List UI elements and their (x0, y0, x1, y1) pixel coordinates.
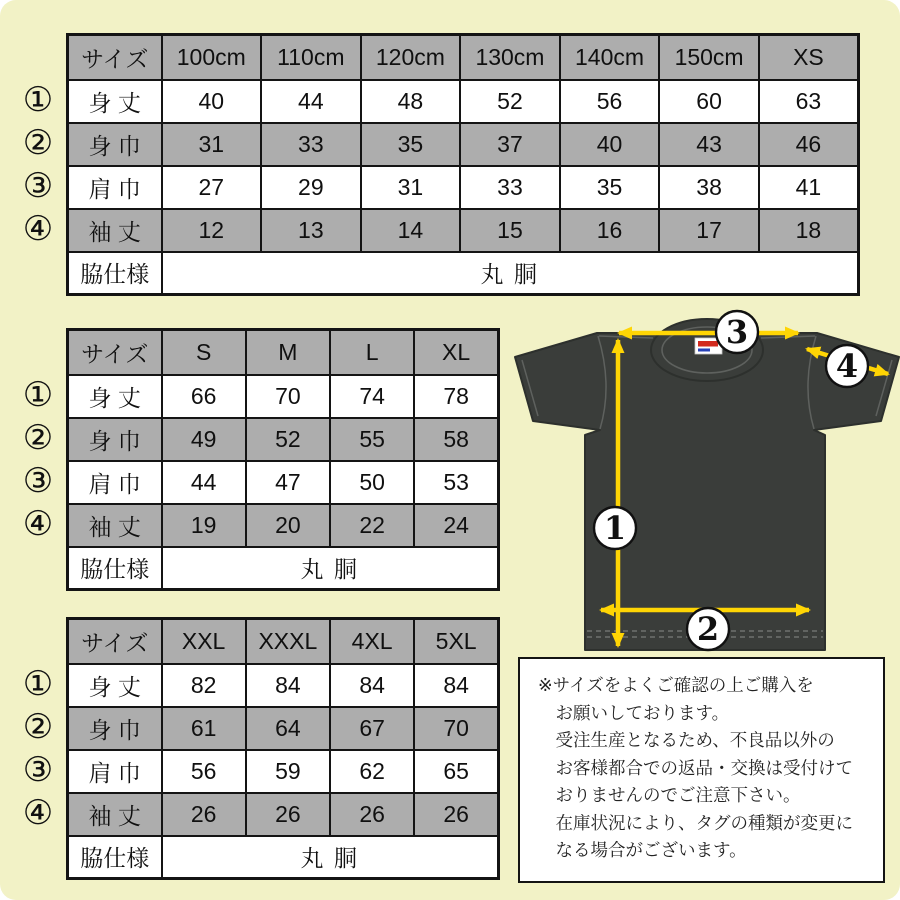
column-header: 100cm (162, 35, 262, 80)
table-row (68, 750, 499, 793)
measure-badge-3 (716, 311, 758, 353)
size-value-cell: 56 (560, 80, 660, 123)
row-label: 脇仕様 (68, 252, 162, 295)
svg-text:4: 4 (835, 347, 859, 385)
row-label: 身 巾 (68, 707, 162, 750)
row-label: 身 丈 (68, 664, 162, 707)
column-header: 5XL (414, 619, 498, 664)
column-header: M (246, 330, 330, 375)
side-spec-value: 丸 胴 (162, 547, 499, 590)
size-value-cell: 70 (414, 707, 498, 750)
table-row (68, 209, 859, 252)
size-value-cell: 65 (414, 750, 498, 793)
table-row (68, 252, 859, 295)
size-value-cell: 40 (162, 80, 262, 123)
table-row (68, 836, 499, 879)
size-value-cell: 46 (759, 123, 859, 166)
circled-number-2: ② (22, 706, 54, 747)
tshirt-measurement-diagram (495, 300, 900, 670)
note-line: お願いしております。 (555, 702, 730, 723)
size-value-cell: 31 (162, 123, 262, 166)
size-value-cell: 20 (246, 504, 330, 547)
size-value-cell: 44 (162, 461, 246, 504)
size-value-cell: 43 (659, 123, 759, 166)
measure-badge-2 (687, 608, 729, 650)
size-value-cell: 29 (261, 166, 361, 209)
size-value-cell: 66 (162, 375, 246, 418)
table-row (68, 80, 859, 123)
size-table-adult (22, 328, 500, 591)
size-table (66, 33, 860, 296)
size-value-cell: 50 (330, 461, 414, 504)
purchase-note-text (538, 672, 873, 865)
circled-number-4: ④ (22, 208, 54, 249)
size-value-cell: 26 (414, 793, 498, 836)
measure-badge-4 (826, 345, 868, 387)
size-value-cell: 60 (659, 80, 759, 123)
column-header: L (330, 330, 414, 375)
table-row (68, 166, 859, 209)
table-row (68, 418, 499, 461)
size-value-cell: 49 (162, 418, 246, 461)
size-value-cell: 24 (414, 504, 498, 547)
row-label: 身 巾 (68, 418, 162, 461)
table-row (68, 123, 859, 166)
size-value-cell: 26 (162, 793, 246, 836)
note-line: お客様都合での返品・交換は受付けて (555, 757, 853, 778)
column-header: サイズ (68, 619, 162, 664)
column-header: 110cm (261, 35, 361, 80)
note-line: 受注生産となるため、不良品以外の (555, 730, 835, 750)
size-value-cell: 37 (460, 123, 560, 166)
row-label: 身 丈 (68, 375, 162, 418)
size-value-cell: 44 (261, 80, 361, 123)
size-value-cell: 74 (330, 375, 414, 418)
svg-text:2: 2 (696, 610, 720, 648)
row-label: 袖 丈 (68, 504, 162, 547)
table-row (68, 793, 499, 836)
size-value-cell: 61 (162, 707, 246, 750)
note-line: なる場合がございます。 (555, 840, 747, 860)
size-value-cell: 67 (330, 707, 414, 750)
size-value-cell: 70 (246, 375, 330, 418)
size-table (66, 617, 500, 880)
svg-text:3: 3 (725, 313, 749, 351)
circled-number-1: ① (22, 79, 54, 120)
column-header: 140cm (560, 35, 660, 80)
size-value-cell: 47 (246, 461, 330, 504)
size-value-cell: 82 (162, 664, 246, 707)
size-value-cell: 15 (460, 209, 560, 252)
row-label: 袖 丈 (68, 209, 162, 252)
size-value-cell: 18 (759, 209, 859, 252)
row-label: 肩 巾 (68, 166, 162, 209)
row-label: 肩 巾 (68, 750, 162, 793)
size-value-cell: 26 (330, 793, 414, 836)
column-header: XS (759, 35, 859, 80)
size-value-cell: 56 (162, 750, 246, 793)
column-header: サイズ (68, 35, 162, 80)
circled-number-3: ③ (22, 165, 54, 206)
svg-text:1: 1 (603, 509, 627, 547)
column-header: 130cm (460, 35, 560, 80)
size-value-cell: 22 (330, 504, 414, 547)
size-value-cell: 59 (246, 750, 330, 793)
size-value-cell: 52 (460, 80, 560, 123)
circled-number-1: ① (22, 374, 54, 415)
table-row (68, 504, 499, 547)
circled-number-4: ④ (22, 792, 54, 833)
table-row (68, 664, 499, 707)
circled-number-2: ② (22, 122, 54, 163)
table-row (68, 547, 499, 590)
size-value-cell: 84 (414, 664, 498, 707)
column-header: サイズ (68, 330, 162, 375)
size-value-cell: 58 (414, 418, 498, 461)
note-line: ※サイズをよくご確認の上ご購入を (538, 675, 814, 695)
column-header: XXXL (246, 619, 330, 664)
row-label: 身 巾 (68, 123, 162, 166)
size-value-cell: 33 (460, 166, 560, 209)
size-value-cell: 52 (246, 418, 330, 461)
circled-number-2: ② (22, 417, 54, 458)
size-value-cell: 19 (162, 504, 246, 547)
size-value-cell: 63 (759, 80, 859, 123)
column-header: XL (414, 330, 498, 375)
size-value-cell: 35 (361, 123, 461, 166)
column-header: 150cm (659, 35, 759, 80)
row-label: 脇仕様 (68, 547, 162, 590)
circled-number-1: ① (22, 663, 54, 704)
row-label: 身 丈 (68, 80, 162, 123)
size-value-cell: 16 (560, 209, 660, 252)
size-value-cell: 27 (162, 166, 262, 209)
column-header: 4XL (330, 619, 414, 664)
size-value-cell: 26 (246, 793, 330, 836)
size-value-cell: 41 (759, 166, 859, 209)
size-value-cell: 40 (560, 123, 660, 166)
size-value-cell: 35 (560, 166, 660, 209)
table-row (68, 461, 499, 504)
size-table-big (22, 617, 500, 880)
circled-number-4: ④ (22, 503, 54, 544)
size-value-cell: 31 (361, 166, 461, 209)
size-value-cell: 13 (261, 209, 361, 252)
size-value-cell: 64 (246, 707, 330, 750)
row-label: 脇仕様 (68, 836, 162, 879)
size-value-cell: 38 (659, 166, 759, 209)
column-header: S (162, 330, 246, 375)
size-value-cell: 53 (414, 461, 498, 504)
row-label: 袖 丈 (68, 793, 162, 836)
size-value-cell: 84 (330, 664, 414, 707)
table-row (68, 375, 499, 418)
side-spec-value: 丸 胴 (162, 252, 859, 295)
size-value-cell: 33 (261, 123, 361, 166)
circled-number-3: ③ (22, 749, 54, 790)
size-value-cell: 17 (659, 209, 759, 252)
size-value-cell: 55 (330, 418, 414, 461)
size-value-cell: 78 (414, 375, 498, 418)
size-value-cell: 14 (361, 209, 461, 252)
note-line: おりませんのでご注意下さい。 (555, 785, 801, 805)
column-header: XXL (162, 619, 246, 664)
note-line: 在庫状況により、タグの種類が変更に (555, 812, 853, 833)
table-row (68, 707, 499, 750)
measure-badge-1 (594, 507, 636, 549)
purchase-note-box (518, 657, 885, 883)
column-header: 120cm (361, 35, 461, 80)
circled-number-3: ③ (22, 460, 54, 501)
size-table-kids (22, 33, 860, 296)
side-spec-value: 丸 胴 (162, 836, 499, 879)
size-value-cell: 84 (246, 664, 330, 707)
row-label: 肩 巾 (68, 461, 162, 504)
size-table (66, 328, 500, 591)
size-value-cell: 62 (330, 750, 414, 793)
size-value-cell: 12 (162, 209, 262, 252)
size-value-cell: 48 (361, 80, 461, 123)
